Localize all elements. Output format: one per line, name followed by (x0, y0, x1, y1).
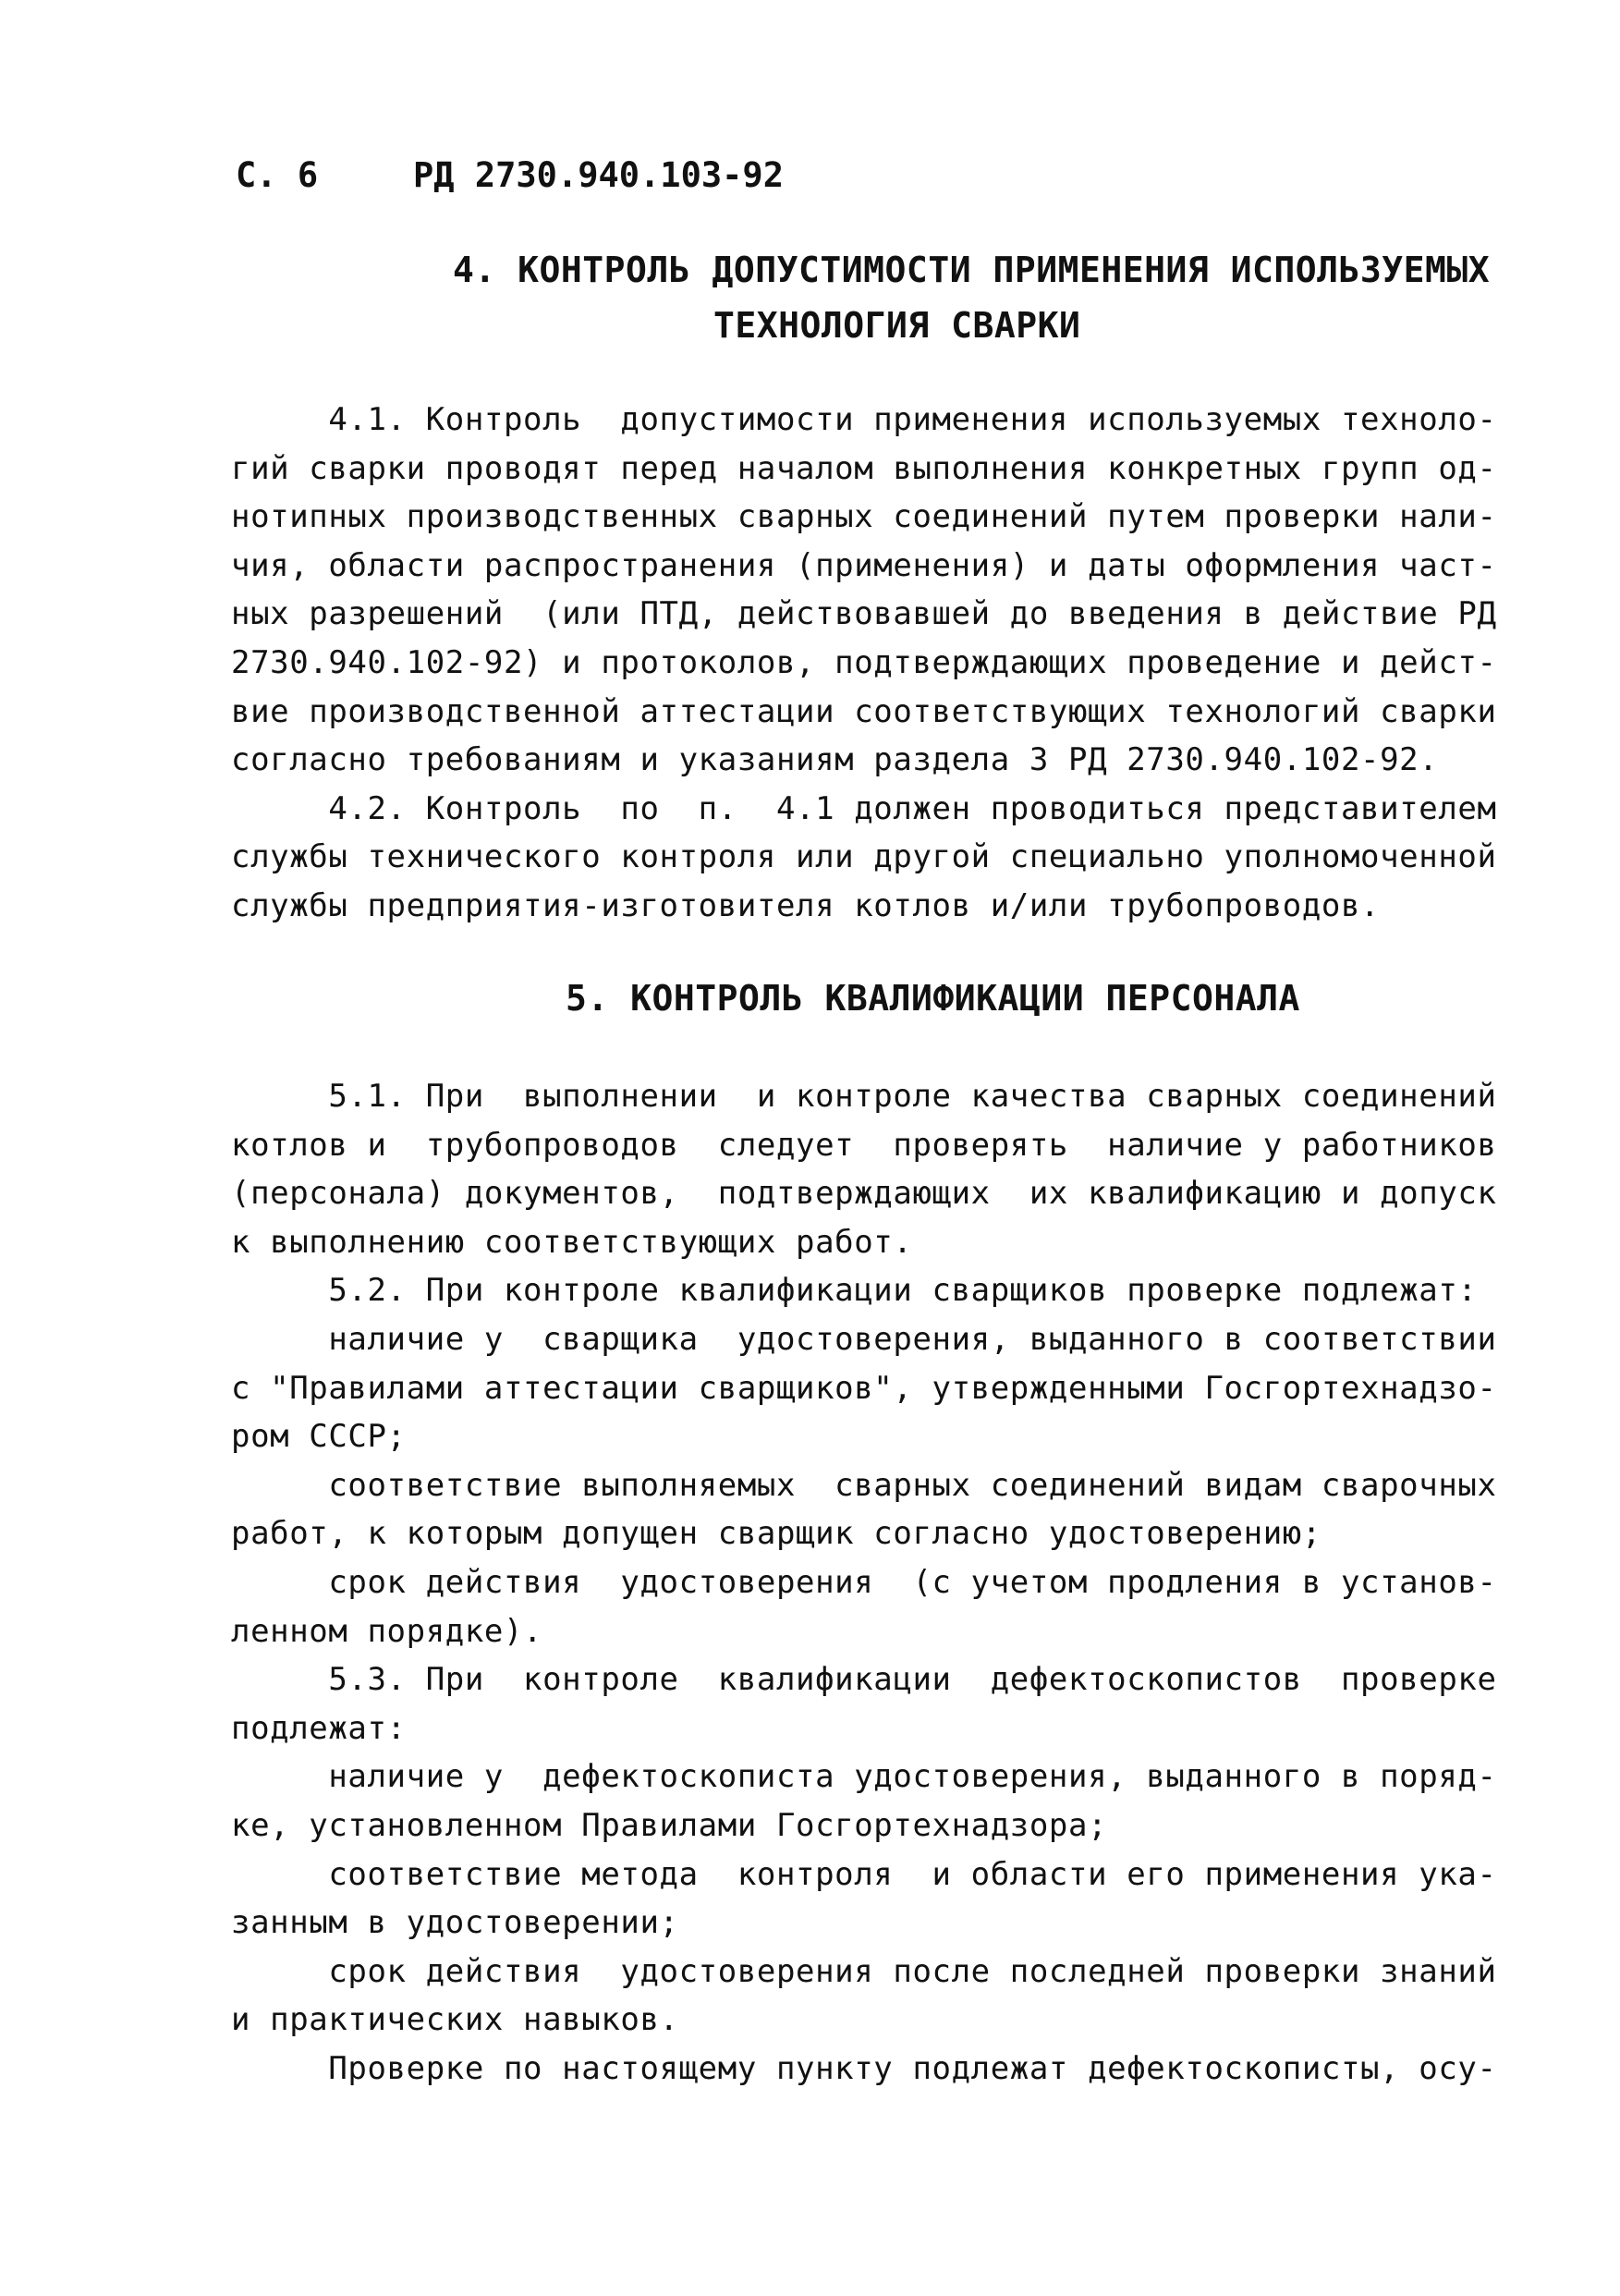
text-line: с "Правилами аттестации сварщиков", утвержденными Госгортехнадзо- (231, 1369, 1497, 1407)
text-line: чия, области распространения (применения) и даты оформления част- (231, 546, 1497, 584)
text-line: (персонала) документов, подтверждающих их квалификацию и допуск (231, 1175, 1497, 1213)
text-line: 5.2. При контроле квалификации сварщиков проверке подлежат: (231, 1272, 1478, 1310)
text-line: службы технического контроля или другой специально уполномоченной (231, 838, 1497, 876)
text-line: вие производственной аттестации соответствующих технологий сварки (231, 692, 1497, 730)
text-line: Проверке по настоящему пункту подлежат дефектоскописты, осу- (231, 2049, 1497, 2087)
text-line: гий сварки проводят перед началом выполнения конкретных групп од- (231, 449, 1497, 487)
text-line: подлежат: (231, 1709, 407, 1747)
text-line: срок действия удостоверения (с учетом продления в установ- (231, 1563, 1497, 1601)
text-line: 5.3. При контроле квалификации дефектоскопистов проверке (231, 1661, 1497, 1699)
text-line: 4.2. Контроль по п. 4.1 должен проводиться представителем (231, 789, 1497, 827)
text-line: к выполнению соответствующих работ. (231, 1223, 913, 1261)
text-line: ке, установленном Правилами Госгортехнадзора; (231, 1806, 1108, 1844)
text-line: срок действия удостоверения после последней проверки знаний (231, 1952, 1497, 1990)
text-line: наличие у дефектоскописта удостоверения, выданного в поряд- (231, 1758, 1497, 1796)
text-line: ных разрешений (или ПТД, действовавшей до введения в действие РД (231, 595, 1497, 633)
text-line: 4.1. Контроль допустимости применения используемых техноло- (231, 401, 1497, 438)
text-line: согласно требованиям и указаниям раздела 3 РД 2730.940.102-92. (231, 741, 1439, 779)
text-line: занным в удостоверении; (231, 1904, 679, 1942)
section-5-body (231, 1072, 1497, 2093)
text-line: работ, к которым допущен сварщик согласно удостоверению; (231, 1515, 1322, 1553)
section-5-title: 5. КОНТРОЛЬ КВАЛИФИКАЦИИ ПЕРСОНАЛА (566, 978, 1300, 1019)
text-line: службы предприятия-изготовителя котлов и/или трубопроводов. (231, 886, 1381, 924)
text-line: и практических навыков. (231, 2001, 679, 2039)
text-line: 5.1. При выполнении и контроле качества сварных соединений (231, 1078, 1497, 1115)
text-line: наличие у сварщика удостоверения, выданного в соответствии (231, 1320, 1497, 1358)
section-4-title-line-2: ТЕХНОЛОГИЯ СВАРКИ (713, 305, 1081, 346)
text-line: соответствие выполняемых сварных соединений видам сварочных (231, 1466, 1497, 1504)
text-line: соответствие метода контроля и области его применения ука- (231, 1855, 1497, 1893)
text-line: котлов и трубопроводов следует проверять наличие у работников (231, 1126, 1497, 1164)
text-line: нотипных производственных сварных соединений путем проверки нали- (231, 498, 1497, 536)
section-4-body (231, 396, 1497, 931)
text-line: 2730.940.102-92) и протоколов, подтверждающих проведение и дейст- (231, 643, 1497, 681)
document-code: РД 2730.940.103-92 (413, 155, 784, 195)
text-line: ром СССР; (231, 1418, 407, 1456)
page-number: С. 6 (236, 155, 319, 195)
section-4-title-line-1: 4. КОНТРОЛЬ ДОПУСТИМОСТИ ПРИМЕНЕНИЯ ИСПОЛЬЗУЕМЫХ (453, 250, 1491, 290)
text-line: ленном порядке). (231, 1612, 543, 1650)
